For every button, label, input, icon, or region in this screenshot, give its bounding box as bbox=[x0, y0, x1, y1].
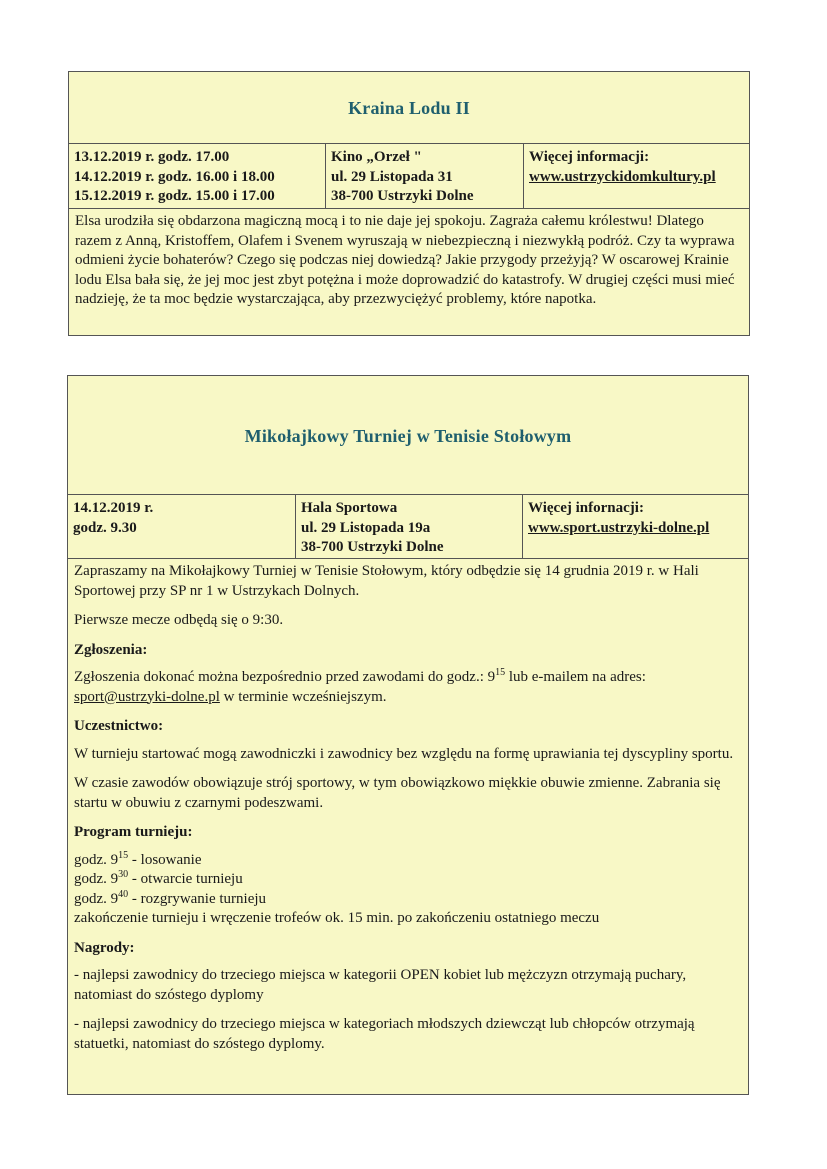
program-item-time: godz. 9 bbox=[74, 890, 119, 907]
registration-email-link[interactable]: sport@ustrzyki-dolne.pl bbox=[74, 688, 220, 705]
registration-text-c: w terminie wcześniejszym. bbox=[219, 688, 387, 705]
awards-heading: Nagrody: bbox=[74, 939, 135, 956]
venue-name: Kino „Orzeł " bbox=[331, 149, 422, 165]
program-item-text: - rozgrywanie turnieju bbox=[128, 890, 267, 907]
program-item-time: godz. 9 bbox=[74, 871, 119, 887]
event-more-info bbox=[522, 495, 748, 558]
intro-text: Zapraszamy na Mikołajkowy Turniej w Tenisie Stołowym, który odbędzie się 14 grudnia 2019 r. w Hali Sportowej przy SP nr 1 w Ustrzykach Dolnych. bbox=[74, 563, 699, 599]
award-item: - najlepsi zawodnicy do trzeciego miejsca w kategoriach młodszych dziewcząt lub chłopców otrzymają statuetki, natomiast do szóstego dyplomy. bbox=[74, 1016, 695, 1052]
event-info-row bbox=[68, 495, 748, 559]
program-list bbox=[74, 851, 742, 929]
program-item-text: - losowanie bbox=[128, 851, 202, 868]
event-info-row bbox=[69, 144, 749, 209]
event-venue bbox=[295, 495, 522, 558]
venue-city: 38-700 Ustrzyki Dolne bbox=[301, 539, 444, 555]
program-item-minutes: 40 bbox=[118, 888, 129, 900]
event-date-line: 14.12.2019 r. godz. 16.00 i 18.00 bbox=[74, 168, 275, 185]
event-description bbox=[68, 559, 748, 1054]
event-venue bbox=[325, 144, 523, 208]
registration-text-a: Zgłoszenia dokonać można bezpośrednio przed zawodami do godz.: 9 bbox=[74, 669, 496, 685]
award-item: - najlepsi zawodnicy do trzeciego miejsca w kategorii OPEN kobiet lub mężczyzn otrzymają puchary, natomiast do szóstego dyplomy bbox=[74, 967, 687, 1003]
program-item bbox=[74, 870, 742, 890]
program-item-minutes: 30 bbox=[118, 869, 129, 880]
event-title: Kraina Lodu II bbox=[348, 98, 470, 118]
participation-text: W czasie zawodów obowiązuje strój sportowy, w tym obowiązkowo miękkie obuwie zmienne. Zabrania się startu w obuwiu z czarnymi podeszwami. bbox=[74, 775, 721, 811]
venue-city: 38-700 Ustrzyki Dolne bbox=[331, 188, 474, 204]
venue-street: ul. 29 Listopada 19a bbox=[301, 519, 431, 536]
more-info-link[interactable]: www.ustrzyckidomkultury.pl bbox=[529, 168, 716, 185]
registration-text-b: lub e-mailem na adres: bbox=[505, 669, 646, 685]
event-more-info bbox=[523, 144, 749, 208]
event-date-line: 13.12.2019 r. godz. 17.00 bbox=[74, 149, 230, 165]
registration-heading: Zgłoszenia: bbox=[74, 641, 148, 658]
event-dates bbox=[69, 144, 325, 208]
registration-text bbox=[74, 668, 742, 707]
first-matches-text: Pierwsze mecze odbędą się o 9:30. bbox=[74, 612, 284, 628]
program-item bbox=[74, 890, 742, 910]
event-dates bbox=[68, 495, 295, 558]
venue-name: Hala Sportowa bbox=[301, 500, 398, 516]
program-heading: Program turnieju: bbox=[74, 824, 193, 840]
more-info-label: Więcej informacji: bbox=[529, 149, 650, 165]
more-info-label: Więcej infornacji: bbox=[528, 500, 644, 516]
registration-time-sup: 15 bbox=[495, 667, 506, 678]
program-item-minutes: 15 bbox=[118, 849, 129, 861]
more-info-link[interactable]: www.sport.ustrzyki-dolne.pl bbox=[528, 519, 710, 536]
event-time-line: godz. 9.30 bbox=[73, 519, 137, 536]
program-end: zakończenie turnieju i wręczenie trofeów ok. 15 min. po zakończeniu ostatniego meczu bbox=[74, 910, 600, 926]
venue-street: ul. 29 Listopada 31 bbox=[331, 168, 453, 185]
program-item bbox=[74, 851, 742, 871]
event-card-turniej bbox=[67, 375, 749, 1095]
participation-text: W turnieju startować mogą zawodniczki i zawodnicy bez względu na formę uprawiania tej dyscypliny sportu. bbox=[74, 745, 734, 762]
event-title: Mikołajkowy Turniej w Tenisie Stołowym bbox=[244, 425, 572, 446]
event-date-line: 15.12.2019 r. godz. 15.00 i 17.00 bbox=[74, 188, 275, 204]
event-description bbox=[69, 209, 749, 310]
event-date-line: 14.12.2019 r. bbox=[73, 500, 154, 516]
program-item-time: godz. 9 bbox=[74, 851, 119, 868]
event-title-row bbox=[69, 72, 749, 144]
participation-heading: Uczestnictwo: bbox=[74, 718, 164, 734]
program-item-text: - otwarcie turnieju bbox=[128, 871, 243, 887]
event-title-row bbox=[68, 376, 748, 495]
description-text: Elsa urodziła się obdarzona magiczną mocą i to nie daje jej spokoju. Zagraża całemu królestwu! Dlatego razem z Anną, Kristoffem, Olafem i Svenem wyruszają w niebezpieczną i niezwykłą podróż. Czy ta wyprawa odmieni życie bohaterów? Czego się podczas niej dowiedzą? Jakie przygody przeżyją? W oscarowej Krainie lodu Elsa bała się, że jej moc jest zbyt potężna i może doprowadzić do katastrofy. W drugiej części musi mieć nadzieję, że ta moc będzie wystarczająca, aby przezwyciężyć problemy, które napotka. bbox=[75, 213, 735, 307]
event-card-kraina-lodu bbox=[68, 71, 750, 336]
